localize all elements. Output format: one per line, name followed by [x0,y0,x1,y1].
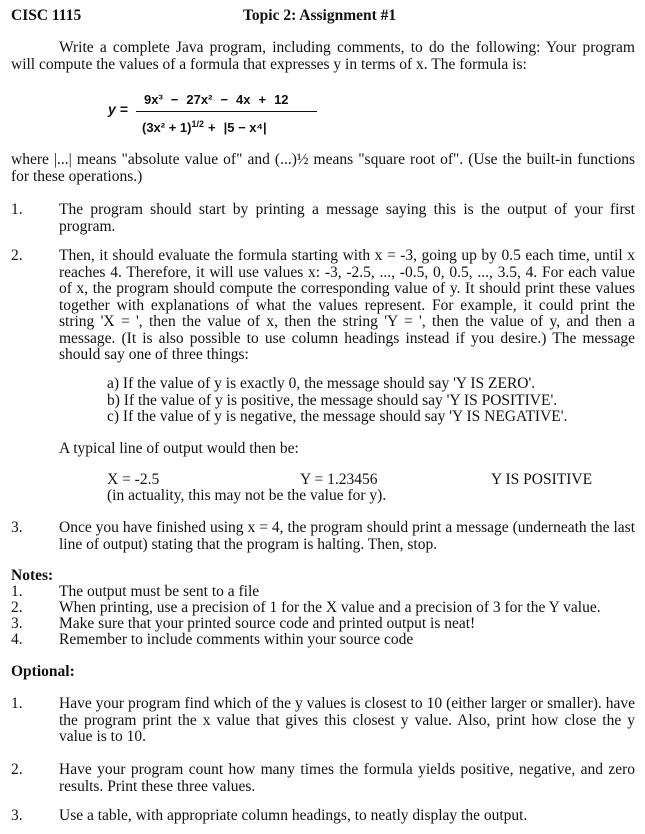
message-zero: a) If the value of y is exactly 0, the message should say 'Y IS ZERO'. [107,375,536,392]
output-note: (in actuality, this may not be the value for y). [107,487,387,504]
note-item: 1. The output must be sent to a file [11,583,260,600]
output-x: X = -2.5 [107,471,160,488]
intro-paragraph: Write a complete Java program, including comments, to do the following: Your program will compute the values of a formula that expresses y in terms of x. The formula is: [11,39,635,73]
formula-numerator: 9x³ − 27x² − 4x + 12 [144,92,289,107]
list-item: 2. Then, it should evaluate the formula starting with x = -3, going up by 0.5 each time, until x reaches 4. Therefore, it will use values x: -3, -2.5, ..., -0.5, 0, 0.5, ..., 3.5, 4. For each value of x, the program should compute the corresponding value of y. It should print these values together with explanations of what the values represent. For example, it could print the string 'X = ', then the value of x, then the string 'Y = ', then the value of y, and then a message. (It is also possible to use column headings instead if you desire.) The message should say one of three things: [11,247,635,363]
where-paragraph: where |...| means "absolute value of" and (...)½ means "square root of". (Use the built-in functions for these operations.) [11,151,635,185]
formula [108,92,348,142]
formula-lhs: y = [108,101,128,117]
list-item: 1. The program should start by printing a message saying this is the output of your first program. [11,201,635,235]
typical-label: A typical line of output would then be: [59,440,299,457]
output-message: Y IS POSITIVE [491,471,593,488]
optional-item: 1. Have your program find which of the y values is closest to 10 (either larger or smaller). have the program print the x value that gives this closest y value. Also, print how close the y value is to 10. [11,695,635,745]
assignment-title: Topic 2: Assignment #1 [243,7,397,24]
message-positive: b) If the value of y is positive, the message should say 'Y IS POSITIVE'. [107,391,558,409]
note-item: 4. Remember to include comments within your source code [11,631,414,648]
optional-item: 3. Use a table, with appropriate column headings, to neatly display the output. [11,807,528,824]
optional-item: 2. Have your program count how many times the formula yields positive, negative, and zero results. Print these three values. [11,761,635,795]
message-negative: c) If the value of y is negative, the message should say 'Y IS NEGATIVE'. [107,408,568,425]
note-item: 3. Make sure that your printed source code and printed output is neat! [11,615,476,632]
course-title: CISC 1115 [11,7,82,24]
notes-heading: Notes: [11,567,54,584]
formula-denominator: $(3x^2 + 1)^{1/2} + |5 - x^4|$ [142,119,267,136]
output-y: Y = 1.23456 [300,471,378,488]
note-item: 2. When printing, use a precision of 1 for the X value and a precision of 3 for the Y value. [11,599,601,616]
fraction-bar [136,111,317,112]
message-list [107,376,637,426]
optional-heading: Optional: [11,663,75,680]
list-item: 3. Once you have finished using x = 4, the program should print a message (underneath the last line of output) stating that the program is halting. Then, stop. [11,519,635,553]
